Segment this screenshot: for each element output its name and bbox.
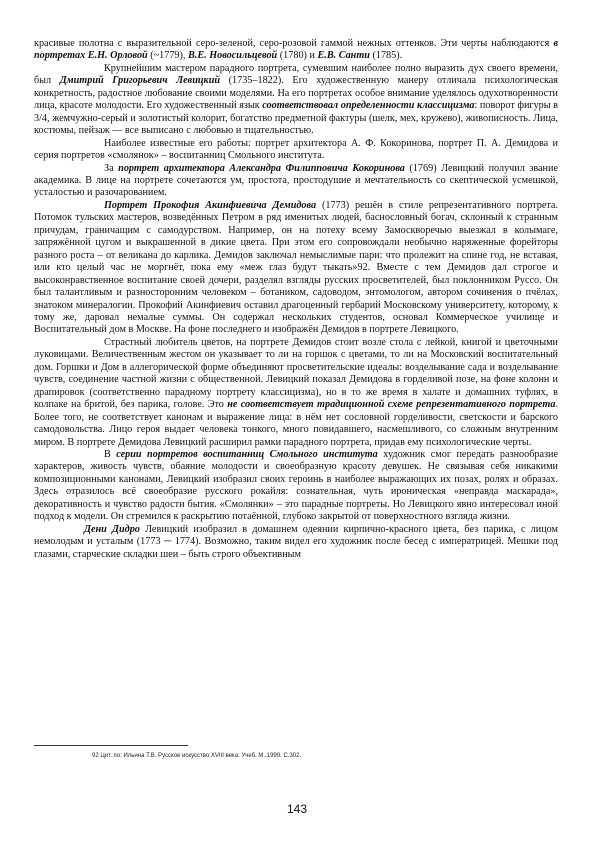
text-run: красивые полотна с выразительной серо-зеленой, серо-розовой гаммой нежных оттенков. Эти черты наблюдаются <box>34 38 554 49</box>
text-run: (1780) и <box>277 50 318 62</box>
emphasis-kokorinov: портрет архитектора Александра Филипповича Кокоринова <box>118 162 405 174</box>
paragraph-6 <box>34 337 558 449</box>
text-run: За <box>104 162 119 174</box>
paragraph-3 <box>34 138 558 163</box>
text-run: Крупнейшим мастером парадного портрета, сумевшим наиболее полно выразить дух своего времени, был <box>34 62 558 87</box>
page-body <box>34 38 558 561</box>
paragraph-5 <box>34 200 558 337</box>
paragraph-7 <box>34 449 558 524</box>
emphasis-representative: не соответствует традиционной схеме репрезентативного портрета <box>227 399 556 411</box>
text-run: (~1779), <box>147 50 189 62</box>
text-run: (1735–1822). Его художественную манеру отличала психологическая конкретность, радостное любование своими моделями. На его портретах особое внимание уделялось одухотворенности лица, красоте молодости. Его художественный язык <box>34 75 558 112</box>
paragraph-4 <box>34 163 558 200</box>
emphasis-demidov: Портрет Прокофия Акинфиевича Демидова <box>104 199 317 211</box>
text-run: . Вместе с тем Демидов дал строгое и высоконравственное воспитание своей дочери, разделял взгляды русских просветителей, был поклонником Руссо. Он был талантливым и разносторонним человеком – ботаником, садоводом, энтомологом, автором сочинения о пчёлах, знатоком минералогии. Прокофий Акинфиевич оставил драгоценный гербарий Московскому университету, которому, к тому же, даровал немалые суммы. Он содержал нескольких студентов, основал Коммерческое училище и Воспитательный дом в Москве. На фоне последнего и изображён Демидов в портрете Левицкого. <box>34 262 558 336</box>
emphasis-levitsky: Дмитрий Григорьевич Левицкий <box>59 75 221 87</box>
text-run: . Более того, не соответствует канонам и выражение лица: в нём нет сословной горделивости, светскости и барского самодовольства. Лицо героя выдает человека тонкого, много повидавшего, насмешливого, со сложным внутренним миром. В портрете Демидова Левицкий расширил рамки парадного портрета, придав ему психологические черты. <box>34 399 558 448</box>
emphasis-classicism: соответствовал определенности классицизма <box>262 100 475 112</box>
text-run: Страстный любитель цветов, на портрете Демидов стоит возле стола с лейкой, книгой и цветочными луковицами. Величественным жестом он указывает то ли на горшок с цветами, то ли на Московский воспитательный дом. Горшки и Дом в аллегорической форме объединяют просветительские идеалы: возделывание сада и возделывание чувств, соединение частной жизни с общественной. Левицкий показал Демидова в горделивой позе, на фоне колонн и драпировок (соответственно парадному портрету классицизма), но в то же время в халате и домашних туфлях, в колпаке на бритой, без парика, голове. Это <box>34 336 558 411</box>
page-number: 143 <box>286 802 308 816</box>
text-run: (1769) Левицкий получил звание академика. В лице на портрете сочетаются ум, простота, простодушие и мечтательность со скептической усмешкой, усталостью и разочарованием. <box>34 162 558 199</box>
emphasis-orlova: в портретах Е.Н. Орловой <box>34 38 558 62</box>
text-run: В <box>104 448 117 460</box>
paragraph-8 <box>34 524 558 561</box>
text-run: Наиболее известные его работы: портрет архитектора А. Ф. Кокоринова, портрет П. А. Демидова и серия портретов «смолянок» – воспитанниц Смольного института. <box>34 137 558 162</box>
text-run: (1785). <box>369 50 403 62</box>
footnote-ref[interactable]: 92 <box>357 262 368 274</box>
paragraph-2 <box>34 63 558 138</box>
footnote-divider <box>34 745 188 746</box>
text-run: (1773) решён в стиле репрезентативного портрета. Потомок тульских мастеров, возведённых Петром в ряд именитых людей, баснословный богач, склонный к странным причудам, граничащим с самодурством. Например, он на потеху всему Замоскворечью выезжал в колымаге, запряжённой цугом и выкрашенной в дикие цвета. При этом его сопровождали необычно наряженные форейторы разного роста – от великана до карлика. Демидов заключал немыслимые пари: что пролежит на спине год, не вставая, или кто целый час не моргнёт, пока ему «меж глаз будут тыкать» <box>34 199 558 274</box>
emphasis-smolny-series: серии портретов воспитанниц Смольного института <box>116 448 378 460</box>
text-run: : поворот фигуры в 3/4, жемчужно-серый и золотистый колорит, богатство предметной фактуры (шелк, мех, кружево), живописность. Лица, костюмы, пейзаж — все выписано с любовью и тщательностью. <box>34 100 558 137</box>
emphasis-novosiltseva: В.Е. Новосильцевой <box>188 50 278 62</box>
paragraph-1 <box>34 38 558 63</box>
emphasis-santi: Е.В. Санти <box>317 50 370 62</box>
text-run: художник смог передать разнообразие характеров, живость чувств, обаяние молодости и своеобразную красоту девушек. Не связывая себя никакими композиционными канонами, Левицкий изобразил своих героинь в наиболее выражающих их позах, ролях и образах. Здесь отразилось всё своеобразие русского рокайля: сознательная, чуть ироническая «неправда маскарада», декоративность и чувство радости бытия. «Смолянки» – это парадные портреты. Но Левицкого явно интересовал иной подход к модели. Он стремился к раскрытию потаённой, глубоко закрытой от поверхностного взгляда жизни. <box>34 448 559 523</box>
emphasis-diderot: Дени Дидро <box>84 523 140 535</box>
text-run: Левицкий изобразил в домашнем одеянии кирпично-красного цвета, без парика, с лицом немолодым и усталым (1773 ─ 1774). Возможно, таким видел его художник после бесед с императрицей. Мешки под глазами, старческие складки шеи – быть строго объективным <box>34 523 559 560</box>
footnote: 92 Цит. по: Ильина Т.В. Русское искусство XVIII века: Учеб. М.,1999. С.302. <box>92 753 302 759</box>
